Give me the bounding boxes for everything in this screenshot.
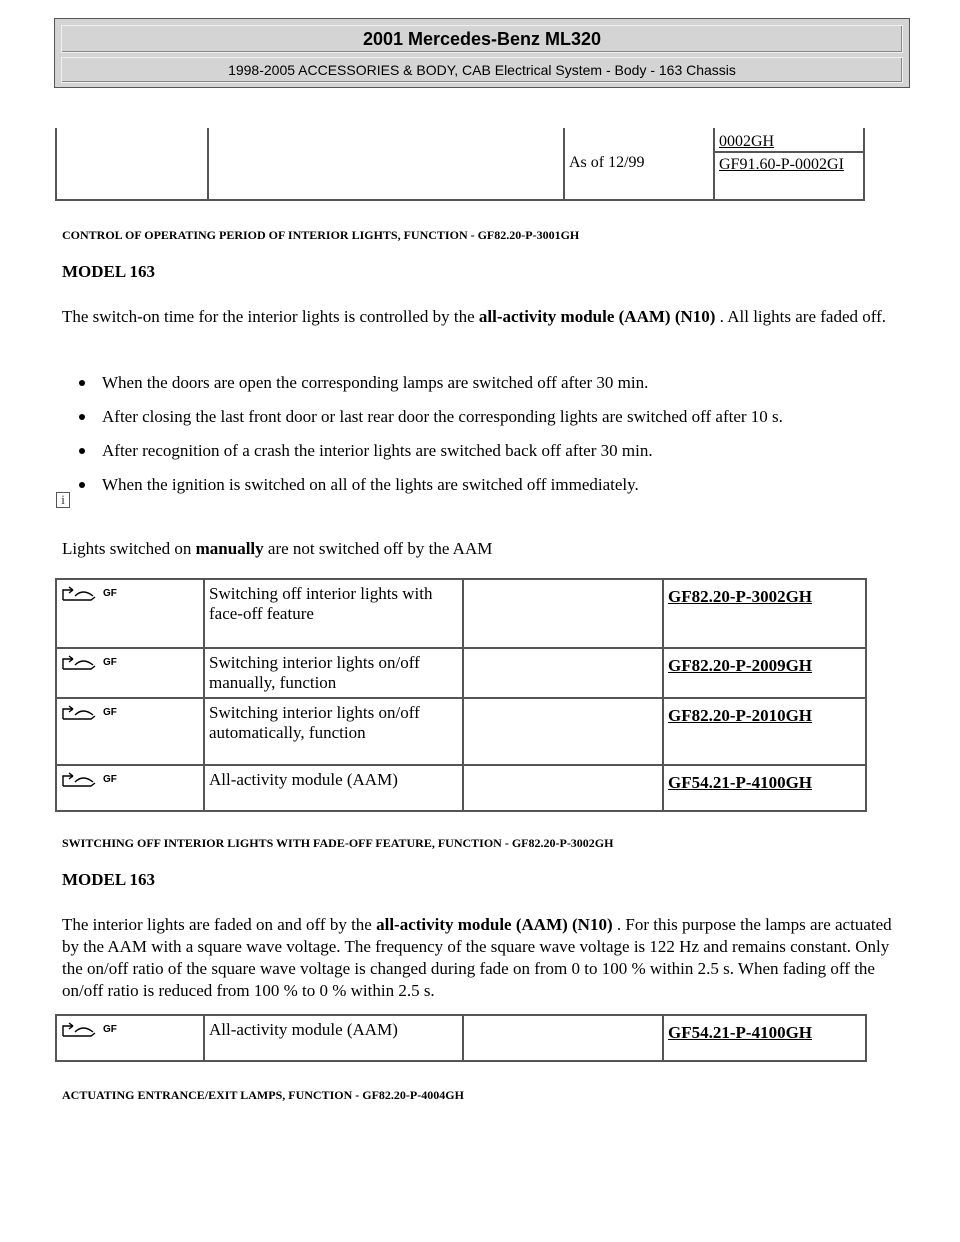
text-span: . All lights are faded off. [715, 307, 887, 326]
table-row [56, 648, 866, 698]
link-label: Switching interior lights on/off manually, function [204, 648, 463, 698]
icon-label: GF [103, 774, 117, 785]
list-item: When the doors are open the corresponding lamps are switched off after 30 min. [74, 372, 783, 406]
text-span: The interior lights are faded on and off by the [62, 915, 377, 934]
table-row [56, 1015, 866, 1061]
empty-cell [463, 1015, 663, 1061]
document-link-icon[interactable] [61, 584, 117, 604]
reference-link[interactable]: GF54.21-P-4100GH [668, 1023, 813, 1042]
info-icon: i [56, 492, 70, 508]
empty-cell [463, 765, 663, 811]
model-heading: MODEL 163 [62, 262, 156, 281]
list-item: When the ignition is switched on all of the lights are switched off immediately. [74, 474, 783, 508]
ref-cell[interactable] [663, 698, 866, 765]
document-subtitle: 1998-2005 ACCESSORIES & BODY, CAB Electrical System - Body - 163 Chassis [61, 57, 903, 83]
empty-cell [463, 698, 663, 765]
empty-cell [208, 128, 564, 152]
ref-cell[interactable] [663, 648, 866, 698]
empty-cell [463, 579, 663, 648]
table-row [56, 579, 866, 648]
ref-cell[interactable] [663, 1015, 866, 1061]
continued-reference-table [55, 128, 865, 201]
icon-cell[interactable] [56, 1015, 204, 1061]
bold-text: all-activity module (AAM) (N10) [478, 307, 716, 326]
section-heading: CONTROL OF OPERATING PERIOD OF INTERIOR LIGHTS, FUNCTION - GF82.20-P-3001GH [62, 228, 580, 242]
icon-label: GF [103, 1024, 117, 1035]
section-heading: ACTUATING ENTRANCE/EXIT LAMPS, FUNCTION - GF82.20-P-4004GH [62, 1088, 464, 1102]
icon-cell[interactable] [56, 765, 204, 811]
intro-paragraph [62, 306, 902, 328]
ref-cell[interactable] [714, 128, 864, 152]
ref-cell[interactable] [714, 152, 864, 200]
link-label: Switching interior lights on/off automatically, function [204, 698, 463, 765]
icon-label: GF [103, 588, 117, 599]
bold-text: all-activity module (AAM) (N10) [376, 915, 613, 934]
icon-cell[interactable] [56, 648, 204, 698]
empty-cell [56, 152, 208, 200]
reference-link[interactable]: GF91.60-P-0002GI [719, 156, 844, 173]
body-paragraph [62, 914, 902, 1002]
document-link-icon[interactable] [61, 1020, 117, 1040]
function-links-table [55, 1014, 867, 1062]
text-span: Lights switched on [62, 539, 196, 558]
text-span: The switch-on time for the interior lights is controlled by the [62, 307, 479, 326]
icon-cell[interactable] [56, 579, 204, 648]
text-span: are not switched off by the AAM [263, 539, 493, 558]
empty-cell [463, 648, 663, 698]
link-label: All-activity module (AAM) [204, 765, 463, 811]
bold-text: manually [195, 539, 264, 558]
reference-link[interactable]: GF82.20-P-2009GH [668, 656, 813, 675]
list-item: After recognition of a crash the interior lights are switched back off after 30 min. [74, 440, 783, 474]
section-heading: SWITCHING OFF INTERIOR LIGHTS WITH FADE-OFF FEATURE, FUNCTION - GF82.20-P-3002GH [62, 836, 614, 850]
document-header [54, 18, 910, 88]
empty-cell [56, 128, 208, 152]
document-title: 2001 Mercedes-Benz ML320 [61, 25, 903, 53]
text-span: . For this purpose the lamps are actuated by the AAM with a square wave voltage. The frequency of the square wave voltage is 122 Hz and remains constant. Only the on/off ratio of the square wave voltage is changed during fade on from 0 to 100 % within 2.5 s. When fading off the on/off ratio is reduced from 100 % to 0 % within 2.5 s. [62, 915, 892, 1000]
table-row [56, 765, 866, 811]
icon-label: GF [103, 657, 117, 668]
empty-cell [208, 152, 564, 200]
icon-cell[interactable] [56, 698, 204, 765]
table-row [56, 698, 866, 765]
list-item: After closing the last front door or last rear door the corresponding lights are switched off after 10 s. [74, 406, 783, 440]
document-link-icon[interactable] [61, 770, 117, 790]
reference-link[interactable]: GF82.20-P-3002GH [668, 587, 813, 606]
date-cell: As of 12/99 [564, 152, 714, 200]
link-label: Switching off interior lights with face-off feature [204, 579, 463, 648]
empty-cell [564, 128, 714, 152]
link-label: All-activity module (AAM) [204, 1015, 463, 1061]
bullet-list [74, 372, 783, 508]
icon-label: GF [103, 707, 117, 718]
document-link-icon[interactable] [61, 653, 117, 673]
reference-link[interactable]: GF54.21-P-4100GH [668, 773, 813, 792]
reference-link[interactable]: GF82.20-P-2010GH [668, 706, 813, 725]
ref-cell[interactable] [663, 765, 866, 811]
function-links-table [55, 578, 867, 812]
document-link-icon[interactable] [61, 703, 117, 723]
note-paragraph [62, 538, 902, 560]
ref-cell[interactable] [663, 579, 866, 648]
model-heading: MODEL 163 [62, 870, 156, 889]
reference-link[interactable]: 0002GH [719, 133, 775, 150]
